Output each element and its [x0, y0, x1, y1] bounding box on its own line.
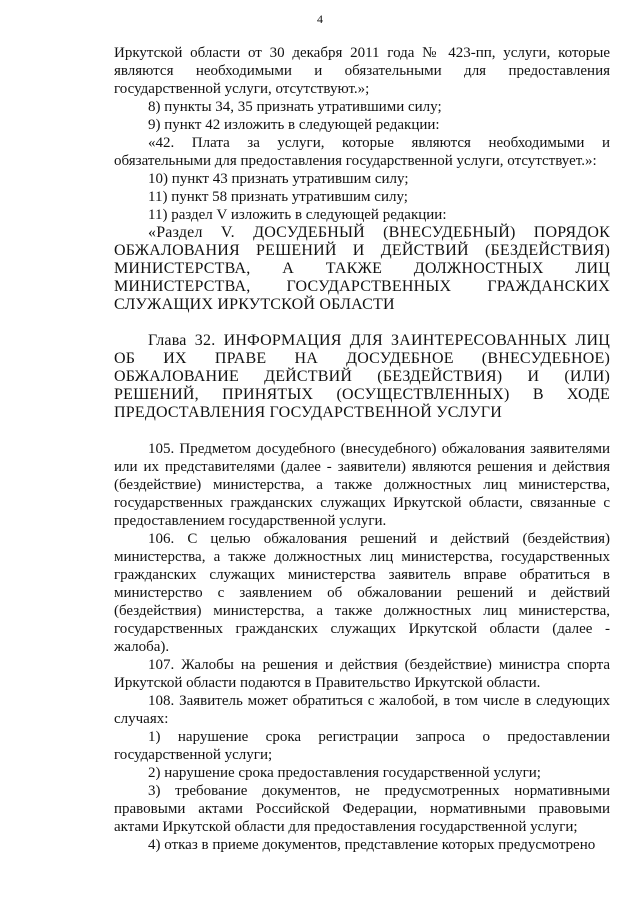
paragraph: 10) пункт 43 признать утратившим силу;	[148, 171, 409, 187]
page-number: 4	[317, 12, 323, 26]
paragraph: 105. Предметом досудебного (внесудебного) обжалования заявителями или их представителями (далее - заявители) являются решения и действия (бездействие) министерства, а также должностных лиц министерства, государственных гражданских служащих Иркутской области, связанные с предоставлением государственной услуги.	[114, 441, 610, 529]
document-body	[114, 44, 610, 854]
paragraph: 4) отказ в приеме документов, представление которых предусмотрено	[148, 837, 596, 853]
paragraph: 1) нарушение срока регистрации запроса о предоставлении государственной услуги;	[114, 729, 610, 763]
paragraph: 11) раздел V изложить в следующей редакции:	[148, 207, 447, 223]
paragraph: «42. Плата за услуги, которые являются необходимыми и обязательными для предоставления государственной услуги, отсутствует.»:	[114, 135, 610, 169]
paragraph: 9) пункт 42 изложить в следующей редакции:	[148, 117, 440, 133]
section-heading: «Раздел V. ДОСУДЕБНЫЙ (ВНЕСУДЕБНЫЙ) ПОРЯДОК ОБЖАЛОВАНИЯ РЕШЕНИЙ И ДЕЙСТВИЙ (БЕЗДЕЙСТВИЯ) МИНИСТЕРСТВА, А ТАКЖЕ ДОЛЖНОСТНЫХ ЛИЦ МИНИСТЕРСТВА, ГОСУДАРСТВЕННЫХ ГРАЖДАНСКИХ СЛУЖАЩИХ ИРКУТСКОЙ ОБЛАСТИ	[114, 224, 610, 313]
paragraph: 106. С целью обжалования решений и действий (бездействия) министерства, а также должностных лиц министерства, государственных гражданских служащих министерства заявитель вправе обратиться в министерство с заявлением об обжаловании решений и действий (бездействия) министерства, а также должностных лиц министерства, государственных гражданских служащих Иркутской области (далее - жалоба).	[114, 531, 610, 655]
paragraph: 3) требование документов, не предусмотренных нормативными правовыми актами Российской Федерации, нормативными правовыми актами Иркутской области для предоставления государственной услуги;	[114, 783, 610, 835]
chapter-heading: Глава 32. ИНФОРМАЦИЯ ДЛЯ ЗАИНТЕРЕСОВАННЫХ ЛИЦ ОБ ИХ ПРАВЕ НА ДОСУДЕБНОЕ (ВНЕСУДЕБНОЕ) ОБЖАЛОВАНИЕ ДЕЙСТВИЙ (БЕЗДЕЙСТВИЯ) И (ИЛИ) РЕШЕНИЙ, ПРИНЯТЫХ (ОСУЩЕСТВЛЕННЫХ) В ХОДЕ ПРЕДОСТАВЛЕНИЯ ГОСУДАРСТВЕННОЙ УСЛУГИ	[114, 332, 610, 421]
paragraph: Иркутской области от 30 декабря 2011 года № 423-пп, услуги, которые являются необходимыми и обязательными для предоставления государственной услуги, отсутствуют.»;	[114, 45, 610, 97]
paragraph: 2) нарушение срока предоставления государственной услуги;	[148, 765, 541, 781]
paragraph: 11) пункт 58 признать утратившим силу;	[148, 189, 408, 205]
paragraph: 107. Жалобы на решения и действия (бездействие) министра спорта Иркутской области подаются в Правительство Иркутской области.	[114, 657, 610, 691]
paragraph: 108. Заявитель может обратиться с жалобой, в том числе в следующих случаях:	[114, 693, 610, 727]
paragraph: 8) пункты 34, 35 признать утратившими силу;	[148, 99, 442, 115]
